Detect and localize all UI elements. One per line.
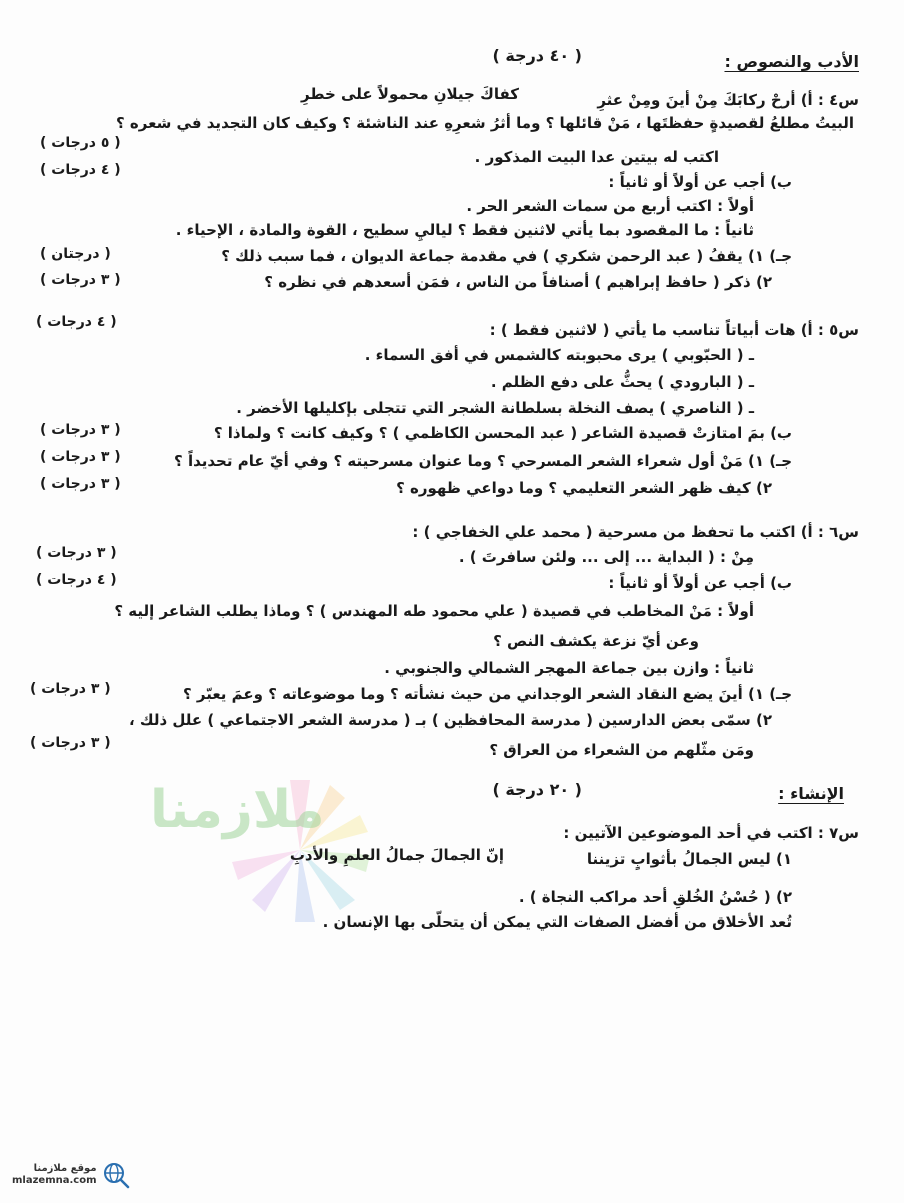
question-5-a-2: ـ ( البارودي ) يحثُّ على دفع الظلم . (490, 373, 754, 391)
grade-label: ( ٣ درجات ) (40, 422, 121, 438)
question-7-topic-2-text: تُعد الأخلاق من أفضل الصفات التي يمكن أن يتحلّى بها الإنسان . (322, 913, 792, 931)
question-7-topic-1-verse: إنّ الجمالَ جمالُ العلمِ والأدبِ (289, 846, 504, 864)
question-4-c-1: جـ) ١) يقفُ ( عبد الرحمن شكري ) في مقدمة جماعة الديوان ، فما سبب ذلك ؟ (221, 247, 792, 265)
grade-label: ( ٣ درجات ) (30, 681, 111, 697)
question-4-b-first: أولاً : اكتب أربع من سمات الشعر الحر . (466, 197, 754, 215)
grade-label: ( ٥ درجات ) (40, 135, 121, 151)
grade-label: ( درجتان ) (40, 246, 111, 262)
grade-label: ( ٤ درجات ) (36, 314, 117, 330)
footer-site-name: موقع ملازمنا (33, 1163, 97, 1174)
grade-label: ( ٣ درجات ) (36, 545, 117, 561)
grade-label: ( ٣ درجات ) (40, 272, 121, 288)
question-5-a: س٥ : أ) هات أبياتاً تناسب ما يأتي ( لاثنين فقط ) : (489, 321, 859, 339)
question-6-b-second: ثانياً : وازن بين جماعة المهجر الشمالي والجنوبي . (384, 659, 754, 677)
question-5-a-1: ـ ( الحبّوبي ) يرى محبوبته كالشمس في أفق السماء . (364, 346, 754, 364)
question-4-b-second: ثانياً : ما المقصود بما يأتي لاثنين فقط ؟ لياليِ سطيح ، القوة والمادة ، الإحياء . (175, 221, 754, 239)
question-6-b-first-cont: وعن أيّ نزعة يكشف النص ؟ (493, 632, 699, 650)
section-grade-literature: ( ٤٠ درجة ) (492, 46, 582, 65)
question-6-a: س٦ : أ) اكتب ما تحفظ من مسرحية ( محمد علي الخفاجي ) : (412, 523, 859, 541)
grade-label: ( ٣ درجات ) (40, 449, 121, 465)
question-7-topic-2: ٢) ( حُسْنُ الخُلقِ أحد مراكب النجاة ) . (518, 888, 792, 906)
question-4-c-2: ٢) ذكر ( حافظ إبراهيم ) أصنافاً من الناس ، فمَن أسعدهم في نظره ؟ (264, 273, 772, 291)
grade-label: ( ٤ درجات ) (36, 572, 117, 588)
footer-site-logo (12, 1160, 131, 1190)
question-4-a-verse: كفاكَ جيلانِ محمولاً على خطرِ (301, 85, 519, 103)
question-4-b: ب) أجب عن أولاً أو ثانياً : (608, 173, 792, 191)
question-6-c-2: ٢) سمّى بعض الدارسين ( مدرسة المحافظين ) بـ ( مدرسة الشعر الاجتماعي ) علل ذلك ، (128, 711, 772, 729)
grade-label: ( ٣ درجات ) (30, 735, 111, 751)
question-4-a: س٤ : أ) أرحْ ركابَكَ مِنْ أينَ ومِنْ عثرِ (597, 91, 859, 109)
grade-label: ( ٣ درجات ) (40, 476, 121, 492)
question-4-a-text: البيتُ مطلعُ لقصيدةٍ حفظتَها ، مَنْ قائلها ؟ وما أثرُ شعرِهِ عند الناشئة ؟ وكيف كان التجديد في شعره ؟ (116, 114, 854, 132)
question-5-a-3: ـ ( الناصري ) يصف النخلة بسلطانة الشجر التي تتجلى بإكليلها الأخضر . (236, 399, 754, 417)
section-grade-composition: ( ٢٠ درجة ) (492, 780, 582, 799)
globe-icon (101, 1160, 131, 1190)
question-5-b: ب) بمَ امتازتْ قصيدة الشاعر ( عبد المحسن الكاظمي ) ؟ وكيف كانت ؟ ولماذا ؟ (213, 424, 792, 442)
section-title-literature: الأدب والنصوص : (724, 52, 859, 71)
question-7: س٧ : اكتب في أحد الموضوعين الآتيين : (563, 824, 859, 842)
question-5-c-2: ٢) كيف ظهر الشعر التعليمي ؟ وما دواعي ظهوره ؟ (396, 479, 772, 497)
question-7-topic-1: ١) ليس الجمالُ بأثوابٍ تزيننا (586, 850, 792, 868)
question-6-b-first: أولاً : مَنْ المخاطب في قصيدة ( علي محمود طه المهندس ) ؟ وماذا يطلب الشاعر إليه ؟ (114, 602, 754, 620)
question-6-c-1: جـ) ١) أينَ يضع النقاد الشعر الوجداني من حيث نشأته ؟ وما موضوعاته ؟ وعمَ يعبّر ؟ (182, 685, 792, 703)
section-title-composition: الإنشاء : (778, 784, 844, 803)
question-4-a-write: اكتب له بيتين عدا البيت المذكور . (474, 148, 719, 166)
question-6-b: ب) أجب عن أولاً أو ثانياً : (608, 574, 792, 592)
question-6-c-2-cont: ومَن مثّلهم من الشعراء من العراق ؟ (489, 741, 754, 759)
question-5-c-1: جـ) ١) مَنْ أول شعراء الشعر المسرحي ؟ وما عنوان مسرحيته ؟ وفي أيّ عام تحديداً ؟ (174, 452, 792, 470)
footer-site-url: mlazemna.com (12, 1175, 97, 1186)
grade-label: ( ٤ درجات ) (40, 162, 121, 178)
watermark-text: ملازمنا (150, 780, 325, 840)
question-6-a-1: مِنْ : ( البداية ... إلى ... ولئن سافرتَ ) . (458, 548, 754, 566)
